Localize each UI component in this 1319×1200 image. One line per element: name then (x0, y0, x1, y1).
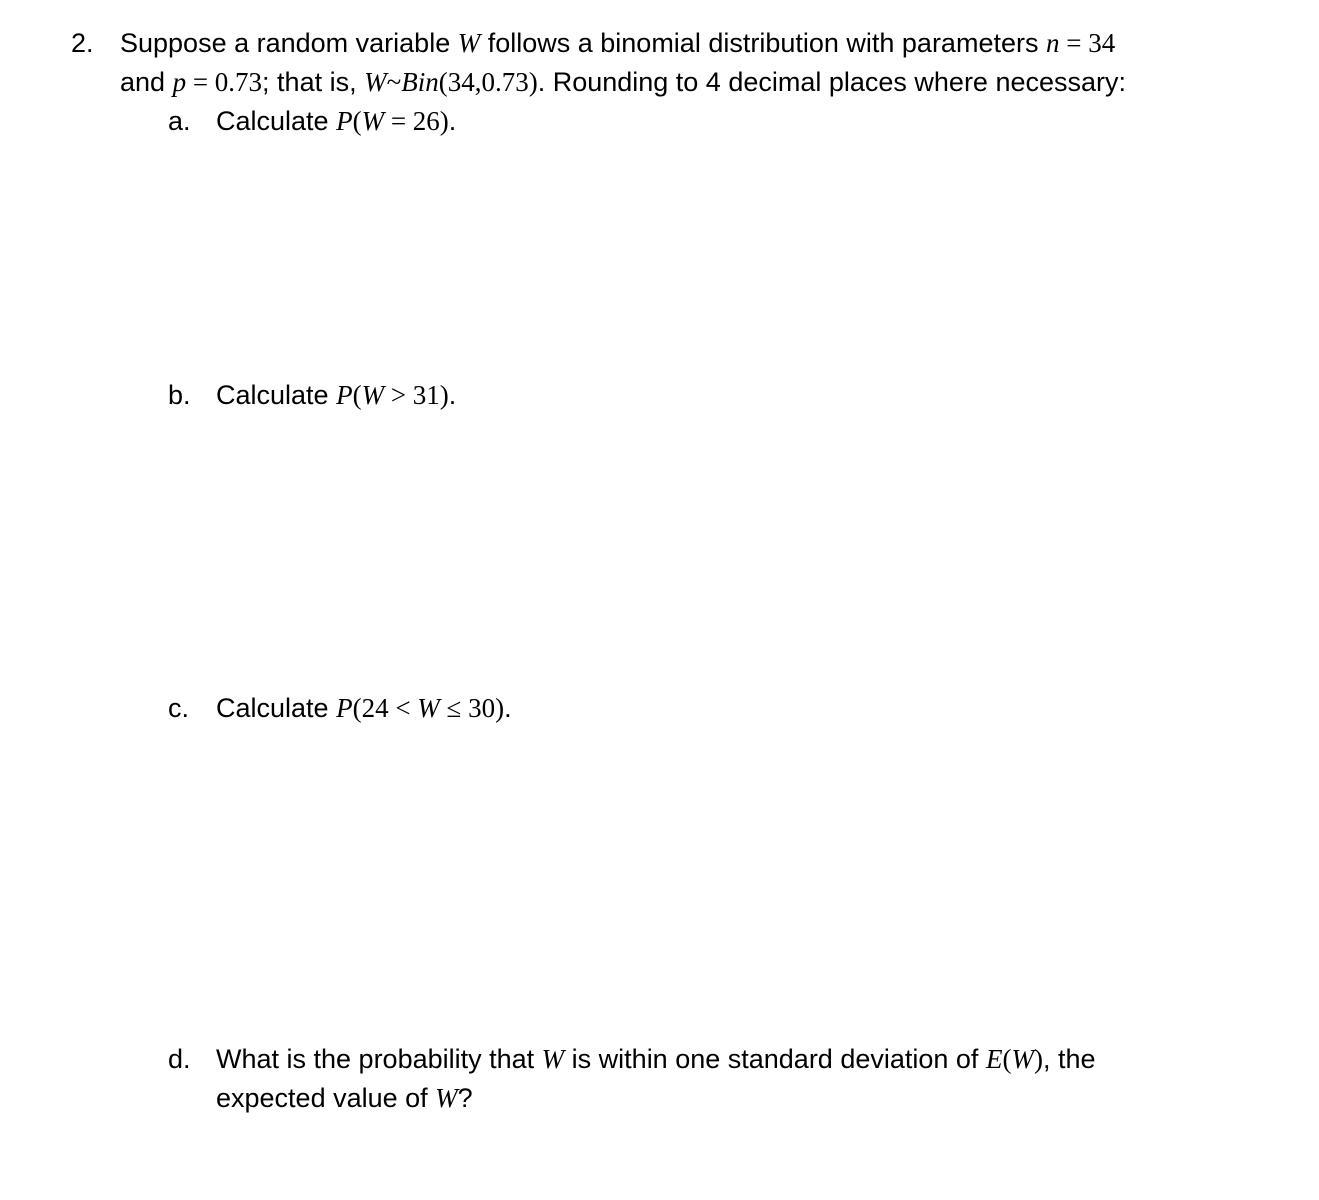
part-b-letter: b. (168, 380, 191, 410)
question-text: What is the probability that (216, 1044, 542, 1074)
question-text: , the (1042, 1044, 1096, 1074)
parameter-p-value: = 0.73 (186, 67, 263, 97)
variable-w: W (435, 1083, 458, 1113)
probability-symbol: P (336, 380, 353, 410)
part-d-question-line-1 (216, 1040, 1095, 1078)
statement-text: ; that is, (262, 67, 365, 97)
statement-text: and (120, 67, 173, 97)
expectation-symbol: E (985, 1044, 1003, 1074)
expression-open: ( (352, 106, 362, 136)
bin-arguments: (34,0.73) (438, 67, 538, 97)
statement-text: . Rounding to 4 decimal places where necessary: (537, 67, 1127, 97)
variable-w: W (364, 67, 387, 97)
expression-rest: ≤ 30) (439, 693, 505, 723)
variable-w: W (361, 106, 385, 136)
tilde-symbol: ~ (386, 67, 402, 97)
parameter-n: n (1045, 28, 1060, 58)
question-text: Calculate (216, 693, 337, 723)
parameter-n-value: = 34 (1059, 28, 1116, 58)
question-text: expected value of (216, 1083, 436, 1113)
question-text: Calculate (216, 380, 337, 410)
part-d-letter: d. (168, 1044, 191, 1074)
statement-text: follows a binomial distribution with parameters (480, 28, 1046, 58)
variable-w: W (1011, 1044, 1034, 1074)
period: . (504, 693, 512, 723)
part-b-question (216, 376, 456, 414)
expression-rest: = 26) (384, 106, 449, 136)
expression-rest: > 31) (384, 380, 449, 410)
part-a-letter: a. (168, 106, 191, 136)
variable-w: W (417, 693, 440, 723)
variable-w: W (541, 1044, 565, 1074)
period: . (448, 106, 457, 136)
question-text: Calculate (216, 106, 337, 136)
part-c-question (216, 689, 512, 727)
problem-number: 2. (71, 28, 94, 58)
bin-function: Bin (401, 67, 439, 97)
problem-statement-line-1 (120, 24, 1115, 62)
part-d-question-line-2 (216, 1079, 473, 1117)
part-c-letter: c. (168, 693, 190, 723)
expression-open: ( (1002, 1044, 1012, 1074)
probability-symbol: P (336, 106, 353, 136)
parameter-p: p (172, 67, 187, 97)
problem-statement-line-2 (120, 63, 1126, 101)
question-mark: ? (457, 1083, 473, 1113)
variable-w: W (361, 380, 385, 410)
variable-w: W (457, 28, 481, 58)
question-text: is within one standard deviation of (564, 1044, 986, 1074)
expression-open: ( (352, 380, 362, 410)
part-a-question (216, 102, 456, 140)
expression-close: ) (1033, 1044, 1043, 1074)
expression-open: (24 < (352, 693, 418, 723)
probability-symbol: P (336, 693, 353, 723)
period: . (448, 380, 457, 410)
statement-text: Suppose a random variable (120, 28, 458, 58)
